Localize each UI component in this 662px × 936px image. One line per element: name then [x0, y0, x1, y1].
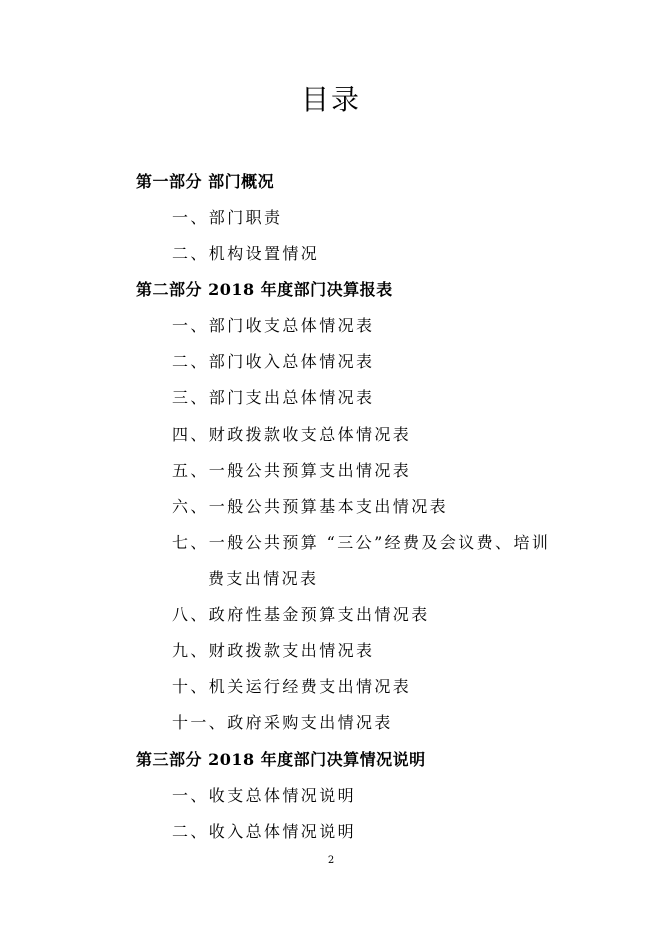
page-number: 2	[327, 855, 335, 866]
toc-part2-heading: 第二部分 2018 年度部门决算报表	[136, 280, 393, 299]
toc-part2-item: 七、一般公共预算 “三公”经费及会议费、培训	[172, 533, 551, 552]
toc-part2-item: 二、部门收入总体情况表	[172, 352, 375, 371]
toc-part2-item: 四、财政拨款收支总体情况表	[172, 425, 412, 444]
toc-part2-item: 一、部门收支总体情况表	[172, 316, 375, 335]
toc-part3-heading: 第三部分 2018 年度部门决算情况说明	[136, 750, 426, 769]
toc-part1-item: 一、部门职责	[172, 208, 283, 227]
toc-part3-item: 二、收入总体情况说明	[172, 822, 357, 841]
toc-part2-item: 三、部门支出总体情况表	[172, 388, 375, 407]
toc-part1-heading: 第一部分 部门概况	[136, 172, 275, 191]
toc-part3-item: 一、收支总体情况说明	[172, 786, 357, 805]
toc-part2-item: 五、一般公共预算支出情况表	[172, 461, 412, 480]
toc-part2-item: 十一、政府采购支出情况表	[172, 713, 393, 732]
toc-part2-item: 九、财政拨款支出情况表	[172, 641, 375, 660]
toc-part2-item: 十、机关运行经费支出情况表	[172, 677, 412, 696]
toc-title: 目录	[300, 83, 361, 116]
toc-part2-item: 六、一般公共预算基本支出情况表	[172, 497, 449, 516]
toc-part2-item: 八、政府性基金预算支出情况表	[172, 605, 430, 624]
toc-part1-item: 二、机构设置情况	[172, 244, 320, 263]
toc-part2-item-continuation: 费支出情况表	[208, 569, 319, 588]
